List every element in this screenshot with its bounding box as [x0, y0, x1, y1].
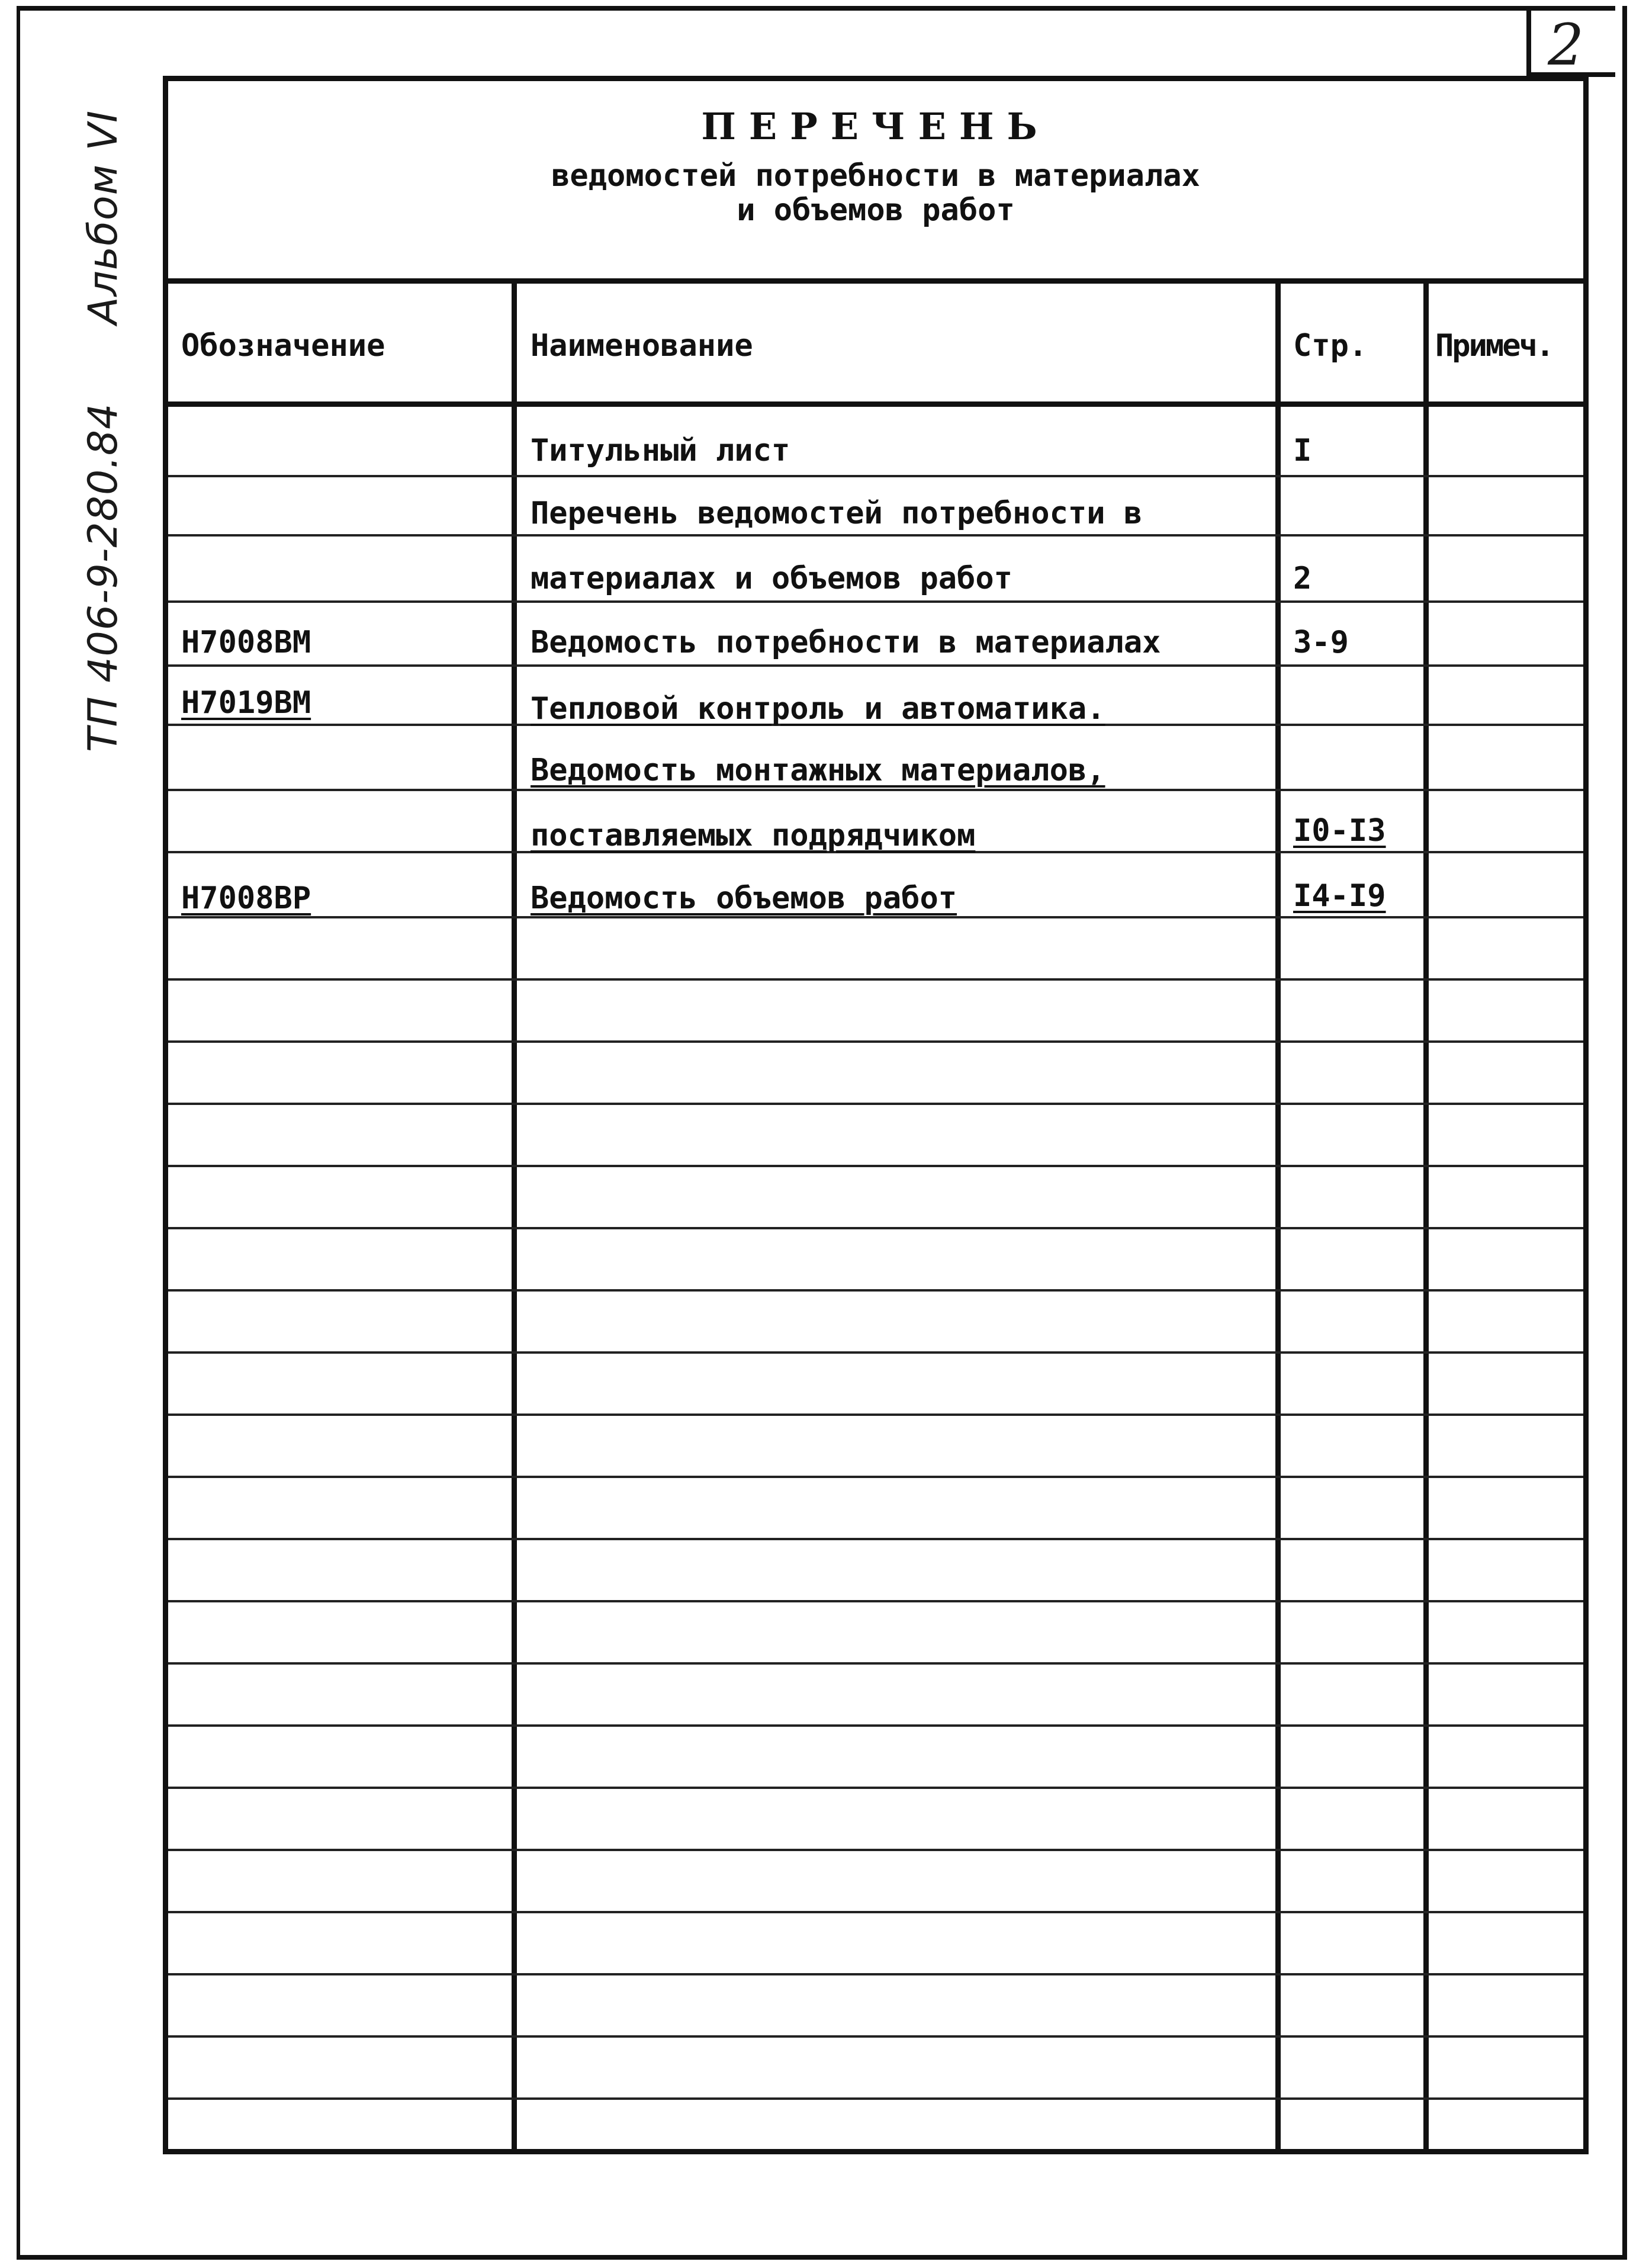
- table-row-line: [168, 916, 1583, 918]
- row-6-name: Ведомость монтажных материалов,: [531, 753, 1105, 788]
- row-4-name: Ведомость потребности в материалах: [531, 625, 1161, 660]
- table-row-line: [168, 789, 1583, 791]
- album-label: Альбом VI: [80, 110, 127, 325]
- row-5-designation: Н7019ВМ: [181, 685, 311, 721]
- table-row-line: [168, 534, 1583, 537]
- row-4-page: 3-9: [1293, 625, 1349, 660]
- row-8-page: I4-I9: [1293, 878, 1386, 914]
- column-header-designation: Обозначение: [181, 328, 385, 364]
- table-row-line: [168, 1911, 1583, 1913]
- table-row-line: [168, 1289, 1583, 1292]
- side-annotation: [80, 110, 127, 752]
- page-number: 2: [1548, 12, 1584, 78]
- list-form: [163, 76, 1589, 2154]
- table-row-line: [168, 1351, 1583, 1354]
- table-row-line: [168, 475, 1583, 477]
- table-row-line: [168, 2035, 1583, 2038]
- table-row-line: [168, 664, 1583, 667]
- table-row-line: [168, 1600, 1583, 1602]
- row-8-designation: Н7008ВР: [181, 881, 311, 916]
- document-title: ПЕРЕЧЕНЬ: [701, 105, 1050, 148]
- row-2-name: Перечень ведомостей потребности в: [531, 496, 1143, 531]
- document-subtitle-line1: ведомостей потребности в материалах: [551, 158, 1200, 194]
- row-4-designation: Н7008ВМ: [181, 625, 311, 660]
- table-row-line: [168, 1973, 1583, 1975]
- table-row-line: [168, 1476, 1583, 1478]
- column-header-note: Примеч.: [1435, 328, 1553, 364]
- column-divider: [1275, 284, 1281, 2149]
- table-row-line: [168, 2097, 1583, 2100]
- column-header-page: Стр.: [1293, 328, 1368, 364]
- table-row-line: [168, 1103, 1583, 1105]
- row-8-name: Ведомость объемов работ: [531, 881, 957, 916]
- table-row-line: [168, 1787, 1583, 1789]
- row-1-name: Титульный лист: [531, 433, 790, 468]
- column-divider: [1423, 284, 1429, 2149]
- table-row-line: [168, 1227, 1583, 1229]
- table-row-line: [168, 1538, 1583, 1540]
- table-row-line: [168, 1662, 1583, 1665]
- row-3-page: 2: [1293, 561, 1312, 596]
- table-row-line: [168, 1849, 1583, 1851]
- project-code: ТП 406-9-280.84: [80, 403, 127, 752]
- row-7-page: I0-I3: [1293, 813, 1386, 849]
- title-block: [168, 81, 1583, 284]
- row-3-name: материалах и объемов работ: [531, 561, 1012, 596]
- column-divider: [512, 284, 517, 2149]
- table-row-line: [168, 1724, 1583, 1727]
- table-row-line: [168, 600, 1583, 603]
- table-row-line: [168, 1040, 1583, 1043]
- row-5-name: Тепловой контроль и автоматика.: [531, 691, 1105, 727]
- row-1-page: I: [1293, 433, 1312, 468]
- column-header-name: Наименование: [531, 328, 753, 364]
- table-header: [168, 284, 1583, 407]
- table-row-line: [168, 1414, 1583, 1416]
- row-7-name: поставляемых подрядчиком: [531, 818, 976, 853]
- table-row-line: [168, 978, 1583, 981]
- table-row-line: [168, 1165, 1583, 1167]
- document-subtitle-line2: и объемов работ: [737, 192, 1015, 228]
